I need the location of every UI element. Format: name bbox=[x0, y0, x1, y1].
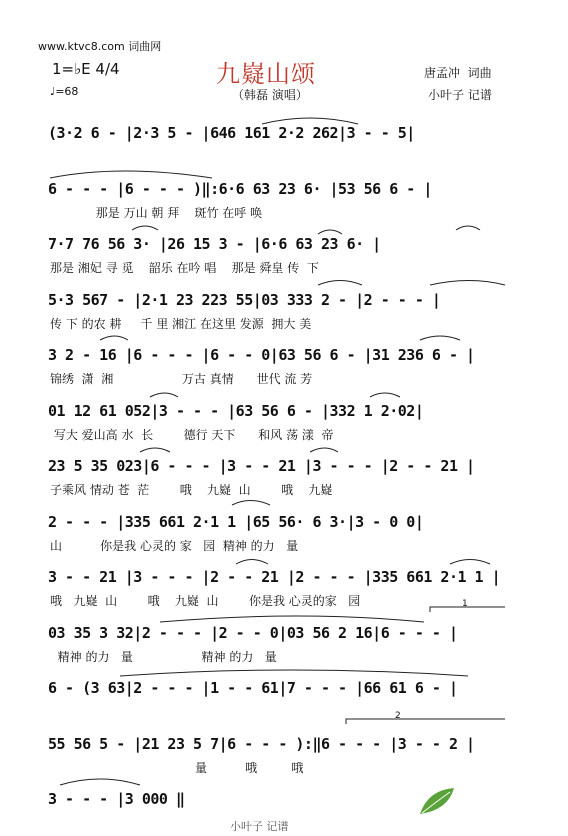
leaf-logo-icon bbox=[418, 786, 456, 816]
site-watermark: www.ktvc8.com 词曲网 bbox=[38, 40, 162, 53]
lyric-row: 写大 爱山高 水 长 德行 天下 和风 荡 漾 帝 bbox=[50, 427, 334, 442]
lyric-row: 山 你是我 心灵的 家 园 精神 的力 量 bbox=[50, 538, 299, 553]
notation-row: 7·7 76 56 3· |26 15 3 - |6·6 63 23 6· | bbox=[48, 235, 381, 253]
lyric-row: 那是 湘妃 寻 觅 韶乐 在吟 唱 那是 舜皇 传 下 bbox=[50, 261, 319, 275]
lyric-row: 锦绣 潇 湘 万古 真情 世代 流 芳 bbox=[50, 372, 313, 386]
volta-2-label: 2 bbox=[395, 711, 401, 721]
singer-line: （韩磊 演唱） bbox=[232, 88, 308, 102]
notation-row: 23 5 35 023|6 - - - |3 - - 21 |3 - - - |2 - - 21 | bbox=[48, 457, 475, 475]
lyricist-credit: 唐孟冲 词曲 bbox=[424, 66, 492, 80]
notation-row: 2 - - - |335 661 2·1 1 |65 56· 6 3·|3 - 0 0| bbox=[48, 512, 424, 531]
notation-row: 6 - (3 63|2 - - - |1 - - 61|7 - - - |66 61 6 - | bbox=[48, 679, 458, 697]
lyric-row: 哦 九嶷 山 哦 九嶷 山 你是我 心灵的家 园 bbox=[50, 594, 361, 608]
notation-row: (3·2 6 - |2·3 5 - |646 161 2·2 262|3 - - 5| bbox=[48, 124, 415, 142]
transcriber-credit: 小叶子 记谱 bbox=[428, 88, 492, 102]
lyric-row: 量 哦 哦 bbox=[50, 760, 304, 775]
notation-row: 3 - - 21 |3 - - - |2 - - 21 |2 - - - |335 661 2·1 1 | bbox=[48, 568, 501, 586]
notation-row: 3 - - - |3 000 ‖ bbox=[48, 790, 185, 808]
song-title: 九嶷山颂 bbox=[216, 60, 316, 88]
notation-row: 6 - - - |6 - - - )‖:6·6 63 23 6· |53 56 6 - | bbox=[48, 179, 432, 198]
lyric-row: 精神 的力 量 精神 的力 量 bbox=[50, 649, 277, 664]
notation-row: 55 56 5 - |21 23 5 7|6 - - - ):‖6 - - - |3 - - 2 | bbox=[48, 734, 475, 753]
tempo-marking: ♩=68 bbox=[50, 85, 79, 98]
key-signature: 1=♭E 4/4 bbox=[52, 60, 120, 78]
lyric-row: 那是 万山 朝 拜 斑竹 在呼 唤 bbox=[50, 205, 263, 220]
notation-row: 03 35 3 32|2 - - - |2 - - 0|03 56 2 16|6 - - - | bbox=[48, 623, 458, 642]
lyric-row: 传 下 的农 耕 千 里 湘江 在这里 发源 拥大 美 bbox=[50, 316, 312, 331]
lyric-row: 子乘风 情动 苍 茫 哦 九嶷 山 哦 九嶷 bbox=[50, 483, 333, 497]
volta-brackets bbox=[346, 607, 505, 724]
footer-note: 小叶子 记谱 bbox=[230, 820, 289, 833]
volta-1-label: 1 bbox=[462, 599, 468, 609]
notation-row: 3 2 - 16 |6 - - - |6 - - 0|63 56 6 - |31 236 6 - | bbox=[48, 346, 475, 364]
notation-row: 5·3 567 - |2·1 23 223 55|03 333 2 - |2 - - - | bbox=[48, 290, 441, 309]
notation-row: 01 12 61 052|3 - - - |63 56 6 - |332 1 2·02| bbox=[48, 401, 424, 420]
